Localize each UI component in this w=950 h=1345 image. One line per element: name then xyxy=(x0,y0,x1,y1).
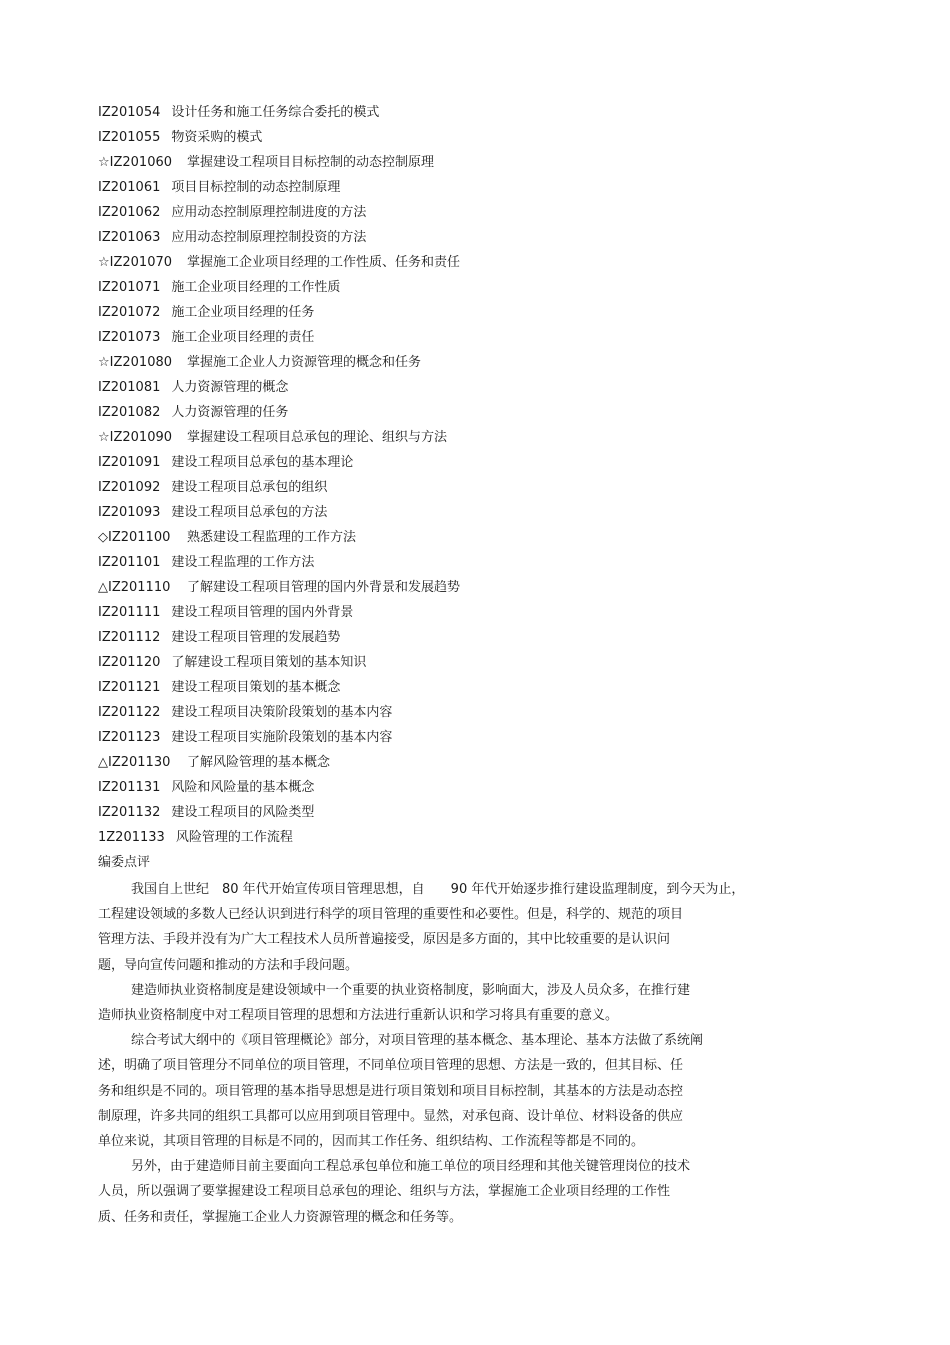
outline-item xyxy=(98,778,858,803)
paragraph-line: 制原理，许多共同的组织工具都可以应用到项目管理中。显然，对承包商、设计单位、材料设备的供应 xyxy=(98,1108,684,1124)
outline-item xyxy=(98,678,858,703)
outline-code: IZ201093 xyxy=(98,505,161,520)
outline-item xyxy=(98,128,858,153)
outline-code: IZ201073 xyxy=(98,330,161,345)
outline-title: 建设工程监理的工作方法 xyxy=(171,555,315,570)
outline-item xyxy=(98,303,858,328)
outline-code: IZ201132 xyxy=(98,805,161,820)
outline-code: IZ201082 xyxy=(98,405,161,420)
outline-code: IZ201061 xyxy=(98,180,161,195)
outline-title: 建设工程项目的风险类型 xyxy=(171,805,315,820)
outline-item xyxy=(98,528,858,553)
paragraph-line: 题，导向宣传问题和推动的方法和手段问题。 xyxy=(98,957,359,973)
outline-title: 掌握施工企业人力资源管理的概念和任务 xyxy=(187,355,422,370)
outline-code: IZ201071 xyxy=(98,280,161,295)
outline-code: IZ201111 xyxy=(98,605,161,620)
outline-code: IZ201072 xyxy=(98,305,161,320)
commentary-heading: 编委点评 xyxy=(98,855,151,870)
outline-code: 1Z201133 xyxy=(98,830,165,845)
outline-title: 了解建设工程项目策划的基本知识 xyxy=(171,655,367,670)
outline-code: IZ201091 xyxy=(98,455,161,470)
outline-title: 人力资源管理的概念 xyxy=(171,380,289,395)
outline-title: 建设工程项目策划的基本概念 xyxy=(171,680,341,695)
commentary-paragraph-1 xyxy=(98,877,798,978)
outline-title: 应用动态控制原理控制投资的方法 xyxy=(171,230,367,245)
commentary-paragraph-3 xyxy=(98,1028,798,1154)
commentary-paragraph-2 xyxy=(98,978,798,1028)
outline-title: 掌握建设工程项目目标控制的动态控制原理 xyxy=(187,155,435,170)
outline-item xyxy=(98,578,858,603)
outline-item xyxy=(98,453,858,478)
outline-title: 掌握建设工程项目总承包的理论、组织与方法 xyxy=(187,430,448,445)
outline-title: 风险管理的工作流程 xyxy=(175,830,293,845)
outline-title: 建设工程项目实施阶段策划的基本内容 xyxy=(171,730,393,745)
syllabus-outline xyxy=(98,103,858,853)
outline-item xyxy=(98,228,858,253)
paragraph-line: 综合考试大纲中的《项目管理概论》部分，对项目管理的基本概念、基本理论、基本方法做了系统阐 xyxy=(131,1033,704,1049)
outline-item xyxy=(98,628,858,653)
outline-title: 建设工程项目总承包的基本理论 xyxy=(171,455,354,470)
outline-item xyxy=(98,353,858,378)
outline-item xyxy=(98,703,858,728)
outline-code: ☆IZ201060 xyxy=(98,155,173,170)
outline-code: ☆IZ201070 xyxy=(98,255,173,270)
paragraph-line: 造师执业资格制度中对工程项目管理的思想和方法进行重新认识和学习将具有重要的意义。 xyxy=(98,1008,619,1024)
outline-item xyxy=(98,728,858,753)
outline-item xyxy=(98,503,858,528)
outline-title: 了解风险管理的基本概念 xyxy=(187,755,331,770)
outline-code: IZ201062 xyxy=(98,205,161,220)
outline-code: IZ201063 xyxy=(98,230,161,245)
outline-item xyxy=(98,178,858,203)
outline-code: IZ201092 xyxy=(98,480,161,495)
outline-code: IZ201054 xyxy=(98,105,161,120)
outline-title: 熟悉建设工程监理的工作方法 xyxy=(187,530,357,545)
outline-item xyxy=(98,828,858,853)
paragraph-line: 我国自上世纪 80 年代开始宣传项目管理思想，自 90 年代开始逐步推行建设监理制度，到今天为止， xyxy=(131,882,745,897)
paragraph-line: 人员，所以强调了要掌握建设工程项目总承包的理论、组织与方法，掌握施工企业项目经理的工作性 xyxy=(98,1184,671,1200)
paragraph-line: 建造师执业资格制度是建设领域中一个重要的执业资格制度，影响面大，涉及人员众多，在推行建 xyxy=(131,982,691,998)
outline-item xyxy=(98,278,858,303)
outline-code: IZ201112 xyxy=(98,630,161,645)
paragraph-line: 务和组织是不同的。项目管理的基本指导思想是进行项目策划和项目目标控制，其基本的方法是动态控 xyxy=(98,1083,684,1099)
outline-item xyxy=(98,203,858,228)
outline-code: △IZ201110 xyxy=(98,580,171,595)
outline-code: ☆IZ201090 xyxy=(98,430,173,445)
outline-item xyxy=(98,753,858,778)
outline-item xyxy=(98,403,858,428)
outline-code: IZ201055 xyxy=(98,130,161,145)
outline-code: IZ201131 xyxy=(98,780,161,795)
outline-title: 应用动态控制原理控制进度的方法 xyxy=(171,205,367,220)
outline-item xyxy=(98,803,858,828)
outline-title: 施工企业项目经理的工作性质 xyxy=(171,280,341,295)
outline-title: 建设工程项目总承包的组织 xyxy=(171,480,328,495)
outline-item xyxy=(98,153,858,178)
outline-title: 了解建设工程项目管理的国内外背景和发展趋势 xyxy=(187,580,461,595)
outline-title: 建设工程项目决策阶段策划的基本内容 xyxy=(171,705,393,720)
outline-code: IZ201081 xyxy=(98,380,161,395)
paragraph-line: 管理方法、手段并没有为广大工程技术人员所普遍接受，原因是多方面的，其中比较重要的是认识问 xyxy=(98,932,671,948)
paragraph-line: 单位来说，其项目管理的目标是不同的，因而其工作任务、组织结构、工作流程等都是不同的。 xyxy=(98,1134,645,1150)
outline-title: 项目目标控制的动态控制原理 xyxy=(171,180,341,195)
commentary-paragraph-4 xyxy=(98,1154,798,1230)
outline-item xyxy=(98,103,858,128)
outline-title: 施工企业项目经理的任务 xyxy=(171,305,315,320)
outline-code: IZ201122 xyxy=(98,705,161,720)
outline-code: IZ201101 xyxy=(98,555,161,570)
outline-code: IZ201121 xyxy=(98,680,161,695)
commentary-body xyxy=(98,877,798,1230)
outline-title: 设计任务和施工任务综合委托的模式 xyxy=(171,105,380,120)
outline-title: 建设工程项目管理的发展趋势 xyxy=(171,630,341,645)
outline-title: 人力资源管理的任务 xyxy=(171,405,289,420)
outline-code: ☆IZ201080 xyxy=(98,355,173,370)
outline-title: 建设工程项目管理的国内外背景 xyxy=(171,605,354,620)
outline-item xyxy=(98,603,858,628)
outline-item xyxy=(98,553,858,578)
outline-code: △IZ201130 xyxy=(98,755,171,770)
paragraph-line: 质、任务和责任，掌握施工企业人力资源管理的概念和任务等。 xyxy=(98,1209,463,1225)
outline-item xyxy=(98,478,858,503)
outline-title: 掌握施工企业项目经理的工作性质、任务和责任 xyxy=(187,255,461,270)
paragraph-line: 另外，由于建造师目前主要面向工程总承包单位和施工单位的项目经理和其他关键管理岗位的技术 xyxy=(131,1159,691,1175)
outline-title: 物资采购的模式 xyxy=(171,130,263,145)
outline-code: ◇IZ201100 xyxy=(98,530,171,545)
outline-item xyxy=(98,653,858,678)
outline-title: 施工企业项目经理的责任 xyxy=(171,330,315,345)
paragraph-line: 述，明确了项目管理分不同单位的项目管理，不同单位项目管理的思想、方法是一致的，但其目标、任 xyxy=(98,1058,684,1074)
outline-title: 建设工程项目总承包的方法 xyxy=(171,505,328,520)
outline-title: 风险和风险量的基本概念 xyxy=(171,780,315,795)
paragraph-line: 工程建设领域的多数人已经认识到进行科学的项目管理的重要性和必要性。但是，科学的、规范的项目 xyxy=(98,907,684,923)
outline-item xyxy=(98,378,858,403)
outline-code: IZ201120 xyxy=(98,655,161,670)
outline-item xyxy=(98,253,858,278)
outline-item xyxy=(98,328,858,353)
outline-item xyxy=(98,428,858,453)
outline-code: IZ201123 xyxy=(98,730,161,745)
